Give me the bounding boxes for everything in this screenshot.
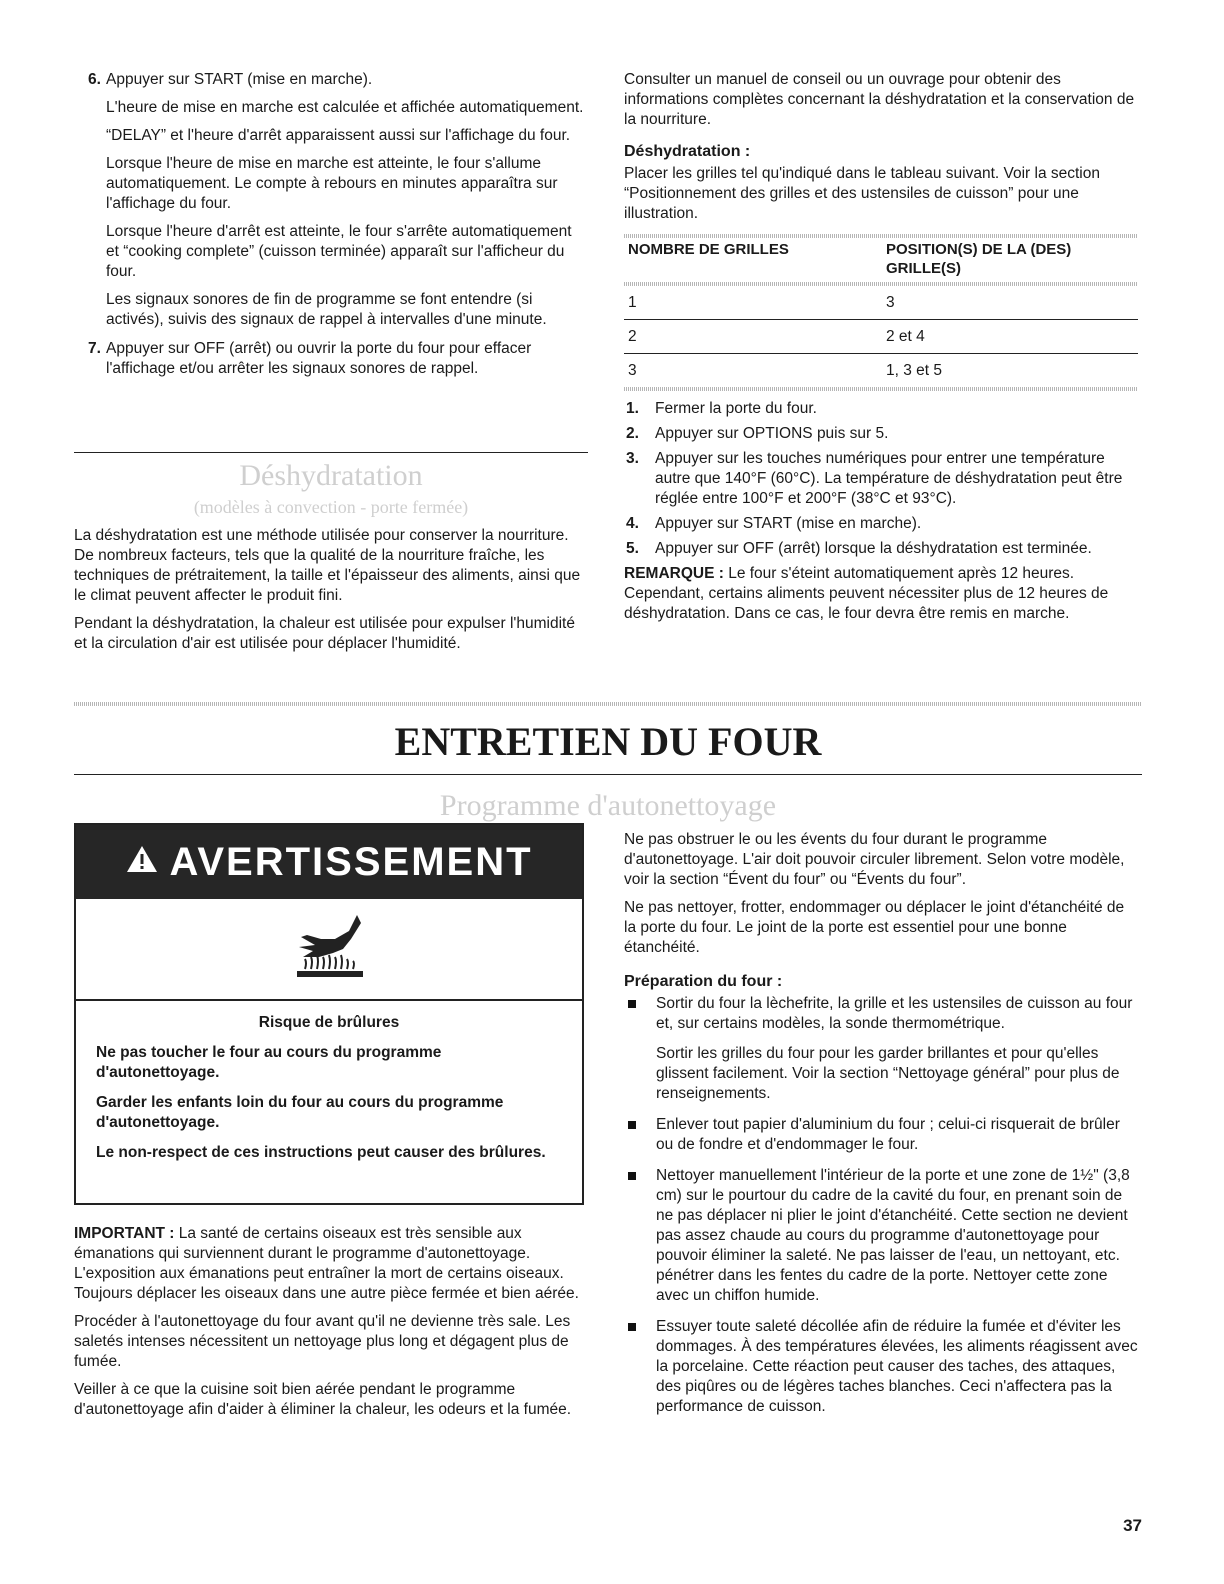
step-number: 3. (626, 450, 639, 467)
step-text: L'heure de mise en marche est calculée et affichée automatiquement. (106, 99, 584, 116)
section-title-rule (74, 774, 1142, 775)
rack-table (624, 238, 1138, 282)
table-cell: 1, 3 et 5 (886, 361, 943, 379)
list-item (624, 994, 1138, 1104)
table-row (624, 354, 1138, 388)
step-6 (74, 70, 588, 330)
table-row (624, 320, 1138, 354)
step-number: 2. (626, 425, 639, 442)
step-text: Lorsque l'heure de mise en marche est atteinte, le four s'allume automatiquement. Le compte à rebours en minutes apparaîtra sur l'affichage du four. (106, 155, 558, 212)
table-header: POSITION(S) DE LA (DES) GRILLE(S) (886, 241, 1072, 277)
subheading: Préparation du four : (624, 973, 783, 990)
list-text: Sortir les grilles du four pour les garder brillantes et pour qu'elles glissent facilement. Voir la section “Nettoyage général” pour plus de renseignements. (656, 1045, 1120, 1102)
important-label: IMPORTANT : (74, 1225, 175, 1242)
table-cell: 3 (628, 361, 637, 379)
step-number: 1. (626, 400, 639, 417)
list-text: Enlever tout papier d'aluminium du four ; celui-ci risquerait de brûler ou de fondre et d'endommager le four. (656, 1116, 1120, 1153)
table-cell: 1 (624, 286, 882, 320)
divider (74, 452, 588, 453)
step-text: Appuyer sur OPTIONS puis sur 5. (655, 425, 889, 442)
step-text: Appuyer sur OFF (arrêt) ou ouvrir la porte du four pour effacer l'affichage et/ou arrêter les signaux sonores de rappel. (106, 340, 532, 377)
paragraph: Consulter un manuel de conseil ou un ouvrage pour obtenir des informations complètes concernant la déshydratation et la conservation de la nourriture. (624, 71, 1135, 128)
section-heading: Déshydratation (239, 459, 423, 492)
right-bottom-column (624, 830, 1138, 1428)
important-text: La santé de certains oiseaux est très sensible aux émanations qui surviennent durant le programme d'autonettoyage. L'exposition aux émanations peut entraîner la mort de certains oiseaux. Toujours déplacer les oiseaux dans une autre pièce fermée et bien aérée. (74, 1225, 579, 1302)
list-item (624, 1317, 1138, 1417)
paragraph: Procéder à l'autonettoyage du four avant qu'il ne devienne très sale. Les saletés intenses nécessitent un nettoyage plus long et dégagent plus de fumée. (74, 1313, 571, 1370)
list-text: Essuyer toute saleté décollée afin de réduire la fumée et d'éviter les dommages. À des températures élevées, les aliments réagissent avec la porcelaine. Cette réaction peut causer des taches, des attaques, des piqûres ou de légères taches blanches. Ceci n'affectera pas la performance de cuisson. (656, 1318, 1138, 1415)
bullet-icon (628, 1121, 636, 1129)
dehydration-section (74, 458, 588, 654)
step-number: 4. (626, 515, 639, 532)
bullet-icon (628, 1172, 636, 1180)
step-text: Appuyer sur les touches numériques pour entrer une température autre que 140°F (60°C). La température de déshydratation peut être réglée entre 100°F et 200°F (38°C et 93°C). (655, 450, 1123, 507)
table-cell: 2 et 4 (882, 320, 1138, 354)
step-text: Appuyer sur START (mise en marche). (655, 515, 922, 532)
prep-list (624, 994, 1138, 1417)
hot-surface-hand-icon (76, 899, 582, 1001)
step-1 (624, 399, 1138, 419)
step-3 (624, 449, 1138, 509)
paragraph: Veiller à ce que la cuisine soit bien aérée pendant le programme d'autonettoyage afin d'aider à éliminer la chaleur, les odeurs et la fumée. (74, 1381, 572, 1418)
important-note (74, 1224, 588, 1304)
left-bottom-column (74, 1224, 588, 1420)
dehydration-steps (624, 399, 1138, 559)
paragraph: La déshydratation est une méthode utilisée pour conserver la nourriture. De nombreux facteurs, tels que la qualité de la nourriture fraîche, les techniques de prétraitement, la taille et l'épaisseur des aliments, ainsi que le climat peuvent affecter le produit fini. (74, 527, 581, 604)
step-number: 6. (88, 71, 101, 88)
warning-line: Ne pas toucher le four au cours du programme d'autonettoyage. (96, 1044, 442, 1081)
paragraph: Placer les grilles tel qu'indiqué dans le tableau suivant. Voir la section “Positionnement des grilles et des ustensiles de cuisson” pour une illustration. (624, 165, 1100, 222)
note-label: REMARQUE : (624, 565, 724, 582)
rack-table-body (624, 286, 1138, 387)
warning-box (74, 823, 584, 1205)
paragraph: Ne pas obstruer le ou les évents du four durant le programme d'autonettoyage. L'air doit pouvoir circuler librement. Selon votre modèle, voir la section “Évent du four” ou “Évents du four”. (624, 831, 1125, 888)
list-item (624, 1166, 1138, 1306)
warning-triangle-icon (125, 844, 159, 880)
table-top-rule (624, 234, 1138, 238)
step-text: Fermer la porte du four. (655, 400, 817, 417)
table-header-rule (624, 282, 1138, 286)
section-subheading: (modèles à convection - porte fermée) (193, 497, 469, 517)
step-text: Appuyer sur START (mise en marche). (106, 71, 373, 88)
warning-body (76, 1001, 582, 1163)
step-number: 7. (88, 340, 101, 357)
table-cell: 2 (624, 320, 882, 354)
page-section-title: ENTRETIEN DU FOUR (394, 719, 822, 764)
warning-line: Le non-respect de ces instructions peut causer des brûlures. (96, 1144, 546, 1161)
step-text: “DELAY” et l'heure d'arrêt apparaissent aussi sur l'affichage du four. (106, 127, 571, 144)
bullet-icon (628, 1323, 636, 1331)
subheading: Déshydratation : (624, 143, 751, 160)
page-number: 37 (1123, 1516, 1142, 1535)
paragraph: Pendant la déshydratation, la chaleur est utilisée pour expulser l'humidité et la circulation d'air est utilisée pour déplacer l'humidité. (74, 615, 575, 652)
bullet-icon (628, 1000, 636, 1008)
list-text: Sortir du four la lèchefrite, la grille et les ustensiles de cuisson au four et, sur certains modèles, la sonde thermométrique. (656, 995, 1133, 1032)
warning-line: Garder les enfants loin du four au cours du programme d'autonettoyage. (96, 1094, 504, 1131)
numbered-steps (74, 70, 588, 379)
left-top-column (74, 70, 588, 388)
note-text: Le four s'éteint automatiquement après 12 heures. Cependant, certains aliments peuvent nécessiter plus de 12 heures de déshydratation. Dans ce cas, le four devra être remis en marche. (624, 565, 1109, 622)
step-7 (74, 339, 588, 379)
step-number: 5. (626, 540, 639, 557)
step-text: Les signaux sonores de fin de programme se font entendre (si activés), suivis des signaux de rappel à intervalles d'une minute. (106, 291, 547, 328)
step-5 (624, 539, 1138, 559)
list-text: Nettoyer manuellement l'intérieur de la porte et une zone de 1½" (3,8 cm) sur le pourtour du cadre de la cavité du four, en prenant soin de ne pas déplacer ni plier le joint d'étanchéité. Cette section ne devient pas assez chaude au cours du programme d'autonettoyage pour pouvoir éliminer la saleté. Ne pas laisser de l'eau, un nettoyant, etc. pénétrer dans les fentes du cadre de la porte. Nettoyer cette zone avec un chiffon humide. (656, 1167, 1130, 1304)
right-top-column (624, 70, 1138, 624)
warning-title: AVERTISSEMENT (169, 840, 533, 884)
table-cell: 3 (882, 286, 1138, 320)
warning-risk: Risque de brûlures (258, 1014, 400, 1031)
table-header: NOMBRE DE GRILLES (628, 241, 789, 258)
table-bottom-rule (624, 387, 1138, 391)
step-4 (624, 514, 1138, 534)
note (624, 564, 1138, 624)
table-row (624, 286, 1138, 320)
table-header-row (624, 238, 1138, 282)
paragraph: Ne pas nettoyer, frotter, endommager ou déplacer le joint d'étanchéité de la porte du four. Le joint de la porte est essentiel pour une bonne étanchéité. (624, 899, 1125, 956)
step-text: Appuyer sur OFF (arrêt) lorsque la déshydratation est terminée. (655, 540, 1092, 557)
section-rule (74, 702, 1142, 706)
step-2 (624, 424, 1138, 444)
warning-header (76, 825, 582, 899)
list-item (624, 1115, 1138, 1155)
step-text: Lorsque l'heure d'arrêt est atteinte, le four s'arrête automatiquement et “cooking complete” (cuisson terminée) apparaît sur l'afficheur du four. (106, 223, 572, 280)
selfclean-heading: Programme d'autonettoyage (439, 789, 777, 822)
